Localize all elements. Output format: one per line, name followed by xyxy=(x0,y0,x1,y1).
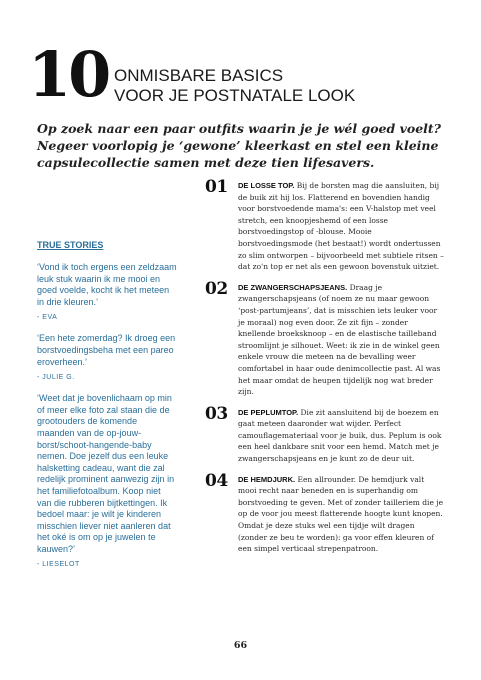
headline-number: 10 xyxy=(28,38,109,111)
quote-author: - LIESELOT xyxy=(37,561,80,569)
page-number: 66 xyxy=(233,640,248,651)
item-title: DE LOSSE TOP. xyxy=(238,181,295,190)
intro-paragraph: Op zoek naar een paar outfits waarin je je wél goed voelt? Negeer voorlopig je ‘gewone’ kleerkast en stel een kleine capsulecollectie samen met deze tien lifesavers. xyxy=(37,121,442,170)
title-line-1: ONMISBARE BASICS xyxy=(114,66,284,85)
list-item xyxy=(205,470,445,555)
list-item xyxy=(205,177,445,273)
item-text: Een allrounder. De hemdjurk valt mooi recht naar beneden en is superhandig om borstvoeding te geven. Met of zonder tailleriem die je op de voor jou meest flatterende hoogte kunt knopen. Omdat je deze stuks wel een tijdje wilt dragen (zonder ze beu te worden): ga voor effen kleuren of een simpel verticaal strepenpatroon. xyxy=(238,474,444,554)
item-text: Bij de borsten mag die aansluiten, bij de buik zit hij los. Flatterend en bovendien handig voor borstvoedende mama's: een V-halstop met veel stretch, een knoopjeshemd of een losse borstvoedingstop of -blouse. Mooie borstvoedingsmode (het bestaat!) wordt ondertussen zo slim ontworpen – bijvoorbeeld met subtiele ritsen – dat zo'n top er net als een gewoon bovenstuk uitziet. xyxy=(238,181,444,272)
item-text: Die zit aansluitend bij de boezem en gaat meteen daaronder wat wijder. Perfect camouflagemateriaal voor je buik, dus. Peplum is ook een heel dankbare snit voor een hemd. Match met je zwangerschapsjeans en je kunt zo de deur uit. xyxy=(238,407,442,464)
quote-text: ‘Een hete zomerdag? Ik droeg een borstvoedingsbeha met een pareo eroverheen.’ xyxy=(37,333,176,367)
item-title: DE HEMDJURK. xyxy=(238,474,296,484)
item-title: DE ZWANGERSCHAPSJEANS. xyxy=(238,282,348,292)
item-number: 02 xyxy=(205,278,228,299)
basics-list xyxy=(205,177,445,564)
item-number: 03 xyxy=(205,403,228,424)
item-number: 04 xyxy=(205,470,228,491)
quote-text: ‘Vond ik toch ergens een zeldzaam leuk stuk waarin ik me mooi en goed voelde, kocht ik het meteen in drie kleuren.’ xyxy=(37,262,177,307)
true-stories-sidebar xyxy=(37,240,177,580)
sidebar-title: TRUE STORIES xyxy=(37,240,104,250)
title-line-2: VOOR JE POSTNATALE LOOK xyxy=(114,86,356,105)
item-body xyxy=(238,282,445,398)
list-item xyxy=(205,403,445,465)
quote-text: ‘Weet dat je bovenlichaam op min of meer elke foto zal staan die de grootouders de komende maanden van de op-jouw-borst/schoot-hangende-baby nemen. Doe jezelf dus een leuke halsketting cadeau, want die zal redelijk prominent aanwezig zijn in het familiefotoalbum. Koop niet van die rubberen bijtkettingen. Ik bedoel maar: je wilt je kinderen misschien liever niet aanleren dat het oké is om op je juwelen te kauwen?’ xyxy=(37,393,175,554)
item-title: DE PEPLUMTOP. xyxy=(238,407,299,417)
item-number: 01 xyxy=(205,177,228,197)
item-text: Draag je zwangerschapsjeans (of noem ze nu maar gewoon ‘post-partumjeans’, dat is misschien iets leuker voor je moraal) nog even door. Ze zit fijn – zonder knellende broeksknoop – en de elastische tailleband stroomlijnt je silhouet. Weet: ik zie in de winkel geen enkele vrouw die meteen na de bevalling weer comfortabel in haar oude denimcollectie past. Al was het maar omdat de heupen tijdelijk nog wat breder zijn. xyxy=(238,282,441,397)
quote-author: - EVA xyxy=(37,314,58,322)
item-body xyxy=(238,407,445,465)
item-body xyxy=(238,180,445,273)
item-body xyxy=(238,474,445,555)
quote-author: - JULIE G. xyxy=(37,374,75,382)
list-item xyxy=(205,278,445,398)
page-title xyxy=(114,66,355,106)
